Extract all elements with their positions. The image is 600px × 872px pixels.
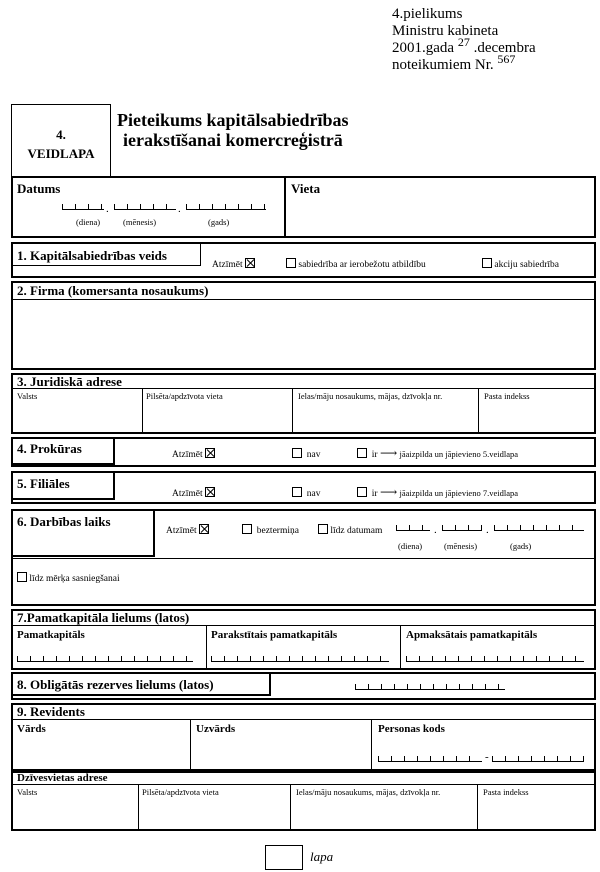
s4-mark-label (172, 448, 215, 461)
page-label: lapa (310, 849, 334, 864)
indefinite-checkbox[interactable] (242, 524, 252, 534)
s6-year-label: (gads) (510, 541, 532, 551)
s4-mark-text: Atzīmēt (172, 450, 203, 460)
s3-postcode-label: Pasta indekss (484, 391, 530, 401)
s6-option-indefinite[interactable] (242, 524, 299, 537)
s1-opt2-label: akciju sabiedrība (494, 260, 560, 270)
form-number: 4. (56, 127, 66, 142)
date-label: Datums (17, 181, 61, 196)
arrow-right-icon: ⟶ (379, 446, 398, 460)
form-name: VEIDLAPA (27, 146, 95, 161)
section-2-title: 2. Firma (komersanta nosaukums) (17, 283, 209, 298)
s3-country-label: Valsts (17, 391, 38, 401)
addr-city-label: Pilsēta/apdzīvota vieta (142, 787, 219, 797)
residence-address-title: Dzīvesvietas adrese (17, 772, 108, 784)
s4-option-no[interactable] (292, 448, 320, 461)
annex-line2: Ministru kabineta (392, 23, 499, 39)
ltd-checkbox[interactable] (286, 258, 296, 268)
s3-divider-1 (142, 389, 143, 433)
s5-note: jāaizpilda un jāpievieno 7.veidlapa (399, 488, 518, 498)
mark-example-checkbox-icon (245, 258, 255, 268)
annex-line4 (392, 52, 536, 74)
s3-divider-2 (292, 389, 293, 433)
section-4-title: 4. Prokūras (17, 441, 82, 456)
date-place-divider (284, 177, 286, 237)
annex-day: 27 (457, 35, 470, 49)
date-year-label: (gads) (208, 217, 230, 227)
s7-subscribed-label: Parakstītais pamatkapitāls (211, 629, 338, 641)
s3-divider-3 (478, 389, 479, 433)
s4-option-yes[interactable] (357, 448, 518, 461)
s3-street-label: Ielas/māju nosaukums, mājas, dzīvokļa nr. (298, 391, 443, 401)
form-code-box (11, 104, 111, 176)
s4-no-label: nav (306, 450, 321, 460)
jsc-checkbox[interactable] (482, 258, 492, 268)
addr-street-label: Ielas/māju nosaukums, mājas, dzīvokļa nr. (296, 787, 441, 797)
s7-capital-label: Pamatkapitāls (17, 629, 85, 641)
s1-opt1-label: sabiedrība ar ierobežotu atbildību (298, 260, 426, 270)
form-title-line2: ierakstīšanai komercreģistrā (123, 130, 343, 150)
paid-capital-input[interactable] (406, 656, 584, 662)
s9-last-name-label: Uzvārds (196, 723, 236, 735)
addr-divider-3 (477, 785, 478, 830)
s1-mark-label (212, 258, 255, 271)
place-label: Vieta (291, 181, 321, 196)
auditor-first-name-input[interactable] (14, 736, 186, 766)
addr-postcode-label: Pasta indekss (483, 787, 529, 797)
addr-country-label: Valsts (17, 787, 38, 797)
s1-option-jsc[interactable] (482, 258, 559, 271)
s9-personal-code-label: Personas kods (378, 723, 445, 735)
until-date-field[interactable]: . . (396, 525, 586, 537)
s7-divider-1 (206, 626, 207, 669)
personal-code-hyphen: - (485, 751, 489, 763)
s6-month-label: (mēnesis) (444, 541, 478, 551)
prokura-no-checkbox[interactable] (292, 448, 302, 458)
s7-divider-2 (400, 626, 401, 669)
section-1-title: 1. Kapitālsabiedrības veids (17, 248, 167, 263)
date-month-label: (mēnesis) (123, 217, 157, 227)
s4-yes-label: ir (371, 450, 378, 460)
annex-line1: 4.pielikums (392, 6, 463, 22)
section-6-rule (12, 558, 595, 559)
s4-note: jāaizpilda un jāpievieno 5.veidlapa (399, 449, 518, 459)
mark-example-checkbox-icon (205, 448, 215, 458)
s9-divider-1 (190, 720, 191, 770)
personal-code-part1-input[interactable] (378, 756, 482, 762)
page-number-box[interactable] (265, 845, 303, 870)
s7-paid-label: Apmaksātais pamatkapitāls (406, 629, 538, 641)
reserves-input[interactable] (355, 684, 505, 690)
s1-mark-text: Atzīmēt (212, 260, 243, 270)
s5-option-yes[interactable] (357, 487, 518, 500)
until-date-checkbox[interactable] (318, 524, 328, 534)
form-title-line1: Pieteikums kapitālsabiedrības (117, 110, 349, 130)
annex-number: 567 (497, 52, 516, 66)
s6-option-until-date[interactable] (318, 524, 382, 537)
s5-mark-text: Atzīmēt (172, 489, 203, 499)
s5-mark-label (172, 487, 215, 500)
mark-example-checkbox-icon (205, 487, 215, 497)
annex-note (392, 6, 536, 74)
form-title (117, 110, 349, 150)
arrow-right-icon: ⟶ (379, 485, 398, 499)
s3-city-label: Pilsēta/apdzīvota vieta (146, 391, 223, 401)
s5-option-no[interactable] (292, 487, 320, 500)
s1-option-ltd[interactable] (286, 258, 426, 271)
s6-day-label: (diena) (398, 541, 423, 551)
s5-yes-label: ir (371, 489, 378, 499)
annex-regulation: noteikumiem Nr. (392, 57, 494, 73)
subscribed-capital-input[interactable] (211, 656, 389, 662)
s6-opt2-label: līdz datumam (330, 526, 383, 536)
annex-year: 2001.gada (392, 40, 455, 56)
s5-no-label: nav (306, 489, 321, 499)
section-7-title: 7.Pamatkapitāla lielums (latos) (17, 610, 190, 625)
auditor-last-name-input[interactable] (194, 736, 366, 766)
section-6-title: 6. Darbības laiks (17, 514, 111, 529)
personal-code-part2-input[interactable] (492, 756, 584, 762)
addr-divider-2 (290, 785, 291, 830)
firm-name-input[interactable] (14, 302, 592, 366)
section-7-title-rule (12, 625, 595, 626)
s9-divider-2 (371, 720, 372, 770)
section-2-title-rule (12, 299, 595, 300)
branches-yes-checkbox[interactable] (357, 487, 367, 497)
place-input[interactable] (288, 198, 588, 234)
s6-opt3-label: līdz mērķa sasniegšanai (29, 574, 120, 584)
prokura-yes-checkbox[interactable] (357, 448, 367, 458)
capital-input[interactable] (17, 656, 193, 662)
branches-no-checkbox[interactable] (292, 487, 302, 497)
addr-divider-1 (138, 785, 139, 830)
section-3-title: 3. Juridiskā adrese (17, 374, 122, 389)
date-field[interactable]: . . (62, 204, 267, 216)
annex-month: .decembra (473, 40, 536, 56)
section-8-title: 8. Obligātās rezerves lielums (latos) (17, 677, 214, 692)
section-5-title: 5. Filiāles (17, 476, 70, 491)
section-9-title-rule (12, 719, 595, 720)
mark-example-checkbox-icon (199, 524, 209, 534)
s6-mark-label (166, 524, 209, 537)
s6-mark-text: Atzīmēt (166, 526, 197, 536)
s9-first-name-label: Vārds (17, 723, 46, 735)
date-day-label: (diena) (76, 217, 101, 227)
s6-option-goal[interactable] (17, 572, 120, 585)
section-9-title: 9. Revidents (17, 704, 85, 719)
s6-opt1-label: beztermiņa (256, 526, 299, 536)
until-goal-checkbox[interactable] (17, 572, 27, 582)
